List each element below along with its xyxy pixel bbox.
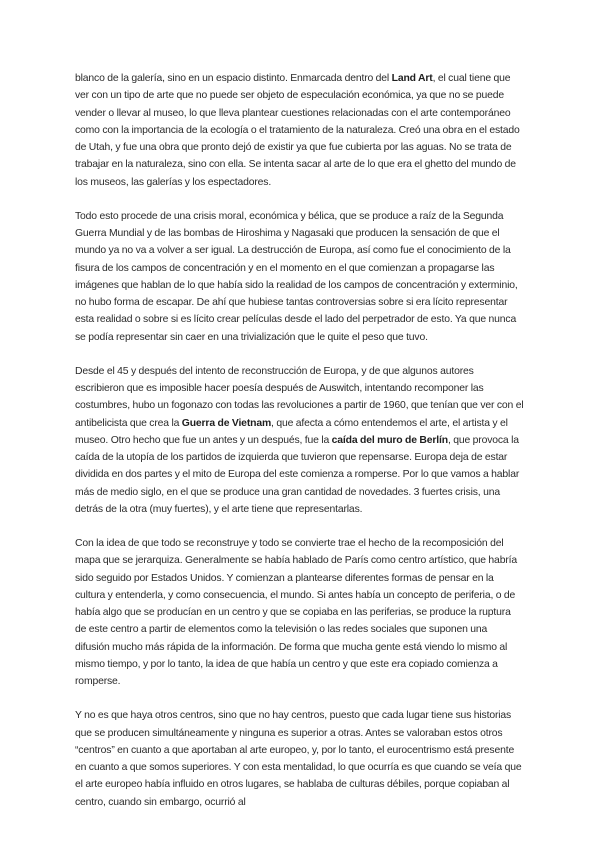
text-run: , el cual tiene que ver con un tipo de arte que no puede ser objeto de especulación económica, ya que no se puede vender o llevar al museo, lo que lleva plantear cuestiones relacionadas con el arte contemporáneo como con la importancia de la ecología o el tratamiento de la naturaleza. Creó una obra en el estado de Utah, y fue una obra que pronto dejó de existir ya que fue cubierta por las aguas. No se trata de trabajar en la naturaleza, sino con ella. Se intenta sacar al arte de lo que era el ghetto del mundo de los museos, las galerías y los espectadores. bbox=[75, 73, 520, 188]
text-run: Desde el 45 y después del intento de reconstrucción de Europa, y de que algunos autores escribieron que es imposible hacer poesía después de Auswitch, intentando recomponer las costumbres, hubo un fogonazo con todas las revoluciones a partir de 1960, que tenían que ver con el antibelicista que crea la bbox=[75, 365, 524, 429]
paragraph-crisis bbox=[75, 208, 524, 346]
paragraph-reconstruction bbox=[75, 363, 524, 518]
text-run: Con la idea de que todo se reconstruye y todo se convierte trae el hecho de la recomposición del mapa que se jerarquiza. Generalmente se había hablado de París como centro artístico, que habría sido seguido por Estados Unidos. Y comienzan a plantearse diferentes formas de pensar en la cultura y entenderla, y como consecuencia, el mundo. Si antes había un concepto de periferia, o de había algo que se producían en un centro y que se copiaba en las periferias, se produce la ruptura de este centro a partir de elementos como la televisión o las redes sociales que suponen una difusión mucho más rápida de la información. De forma que mucha gente está viendo lo mismo al mismo tiempo, y por lo tanto, la idea de que había un centro y que este era copiado comienza a romperse. bbox=[75, 538, 517, 687]
paragraph-map-recomposition bbox=[75, 535, 524, 690]
bold-term-vietnam-war: Guerra de Vietnam bbox=[181, 417, 272, 429]
bold-term-berlin-wall: caída del muro de Berlín bbox=[331, 434, 448, 446]
text-run: Todo esto procede de una crisis moral, económica y bélica, que se produce a raíz de la Segunda Guerra Mundial y de las bombas de Hiroshima y Nagasaki que producen la sensación de que el mundo ya no va a volver a ser igual. La destrucción de Europa, así como fue el conocimiento de la fisura de los campos de concentración y en el momento en el que comienzan a propagarse las imágenes que hablan de lo que había sido la realidad de los campos de concentración y exterminio, no hubo forma de escapar. De ahí que hubiese tantas controversias sobre si era lícito representar esta realidad o sobre si es lícito crear películas desde el lado del perpetrador de esto. Ya que nunca se podía representar sin caer en una trivialización que le quite el peso que tuvo. bbox=[75, 210, 518, 343]
text-run: blanco de la galería, sino en un espacio distinto. Enmarcada dentro del bbox=[75, 73, 392, 84]
paragraph-no-centers bbox=[75, 707, 524, 811]
bold-term-land-art: Land Art bbox=[391, 73, 433, 84]
text-run: , que provoca la caída de la utopía de los partidos de izquierda que tuvieron que repensarse. Europa deja de estar dividida en dos partes y el mito de Europa del este comienza a romperse. Por lo que vamos a hablar más de medio siglo, en el que se produce una gran cantidad de novedades. 3 fuertes crisis, una detrás de la otra (muy fuertes), y el arte tiene que representarlas. bbox=[75, 434, 520, 515]
text-run: , que afecta a cómo entendemos el arte, el artista y el museo. Otro hecho que fue un antes y un después, fue la bbox=[75, 417, 508, 446]
text-run: Y no es que haya otros centros, sino que no hay centros, puesto que cada lugar tiene sus historias que se producen simultáneamente y ninguna es superior a otras. Antes se valoraban estos otros “centros” en cuanto a que aportaban al arte europeo, y, por lo tanto, el eurocentrismo está presente en cuanto a que somos superiores. Y con esta mentalidad, lo que ocurría es que cuando se veía que el arte europeo había influido en otros lugares, se hablaba de culturas débiles, porque copiaban al centro, cuando sin embargo, ocurrió al bbox=[75, 710, 522, 808]
paragraph-land-art bbox=[75, 70, 524, 191]
